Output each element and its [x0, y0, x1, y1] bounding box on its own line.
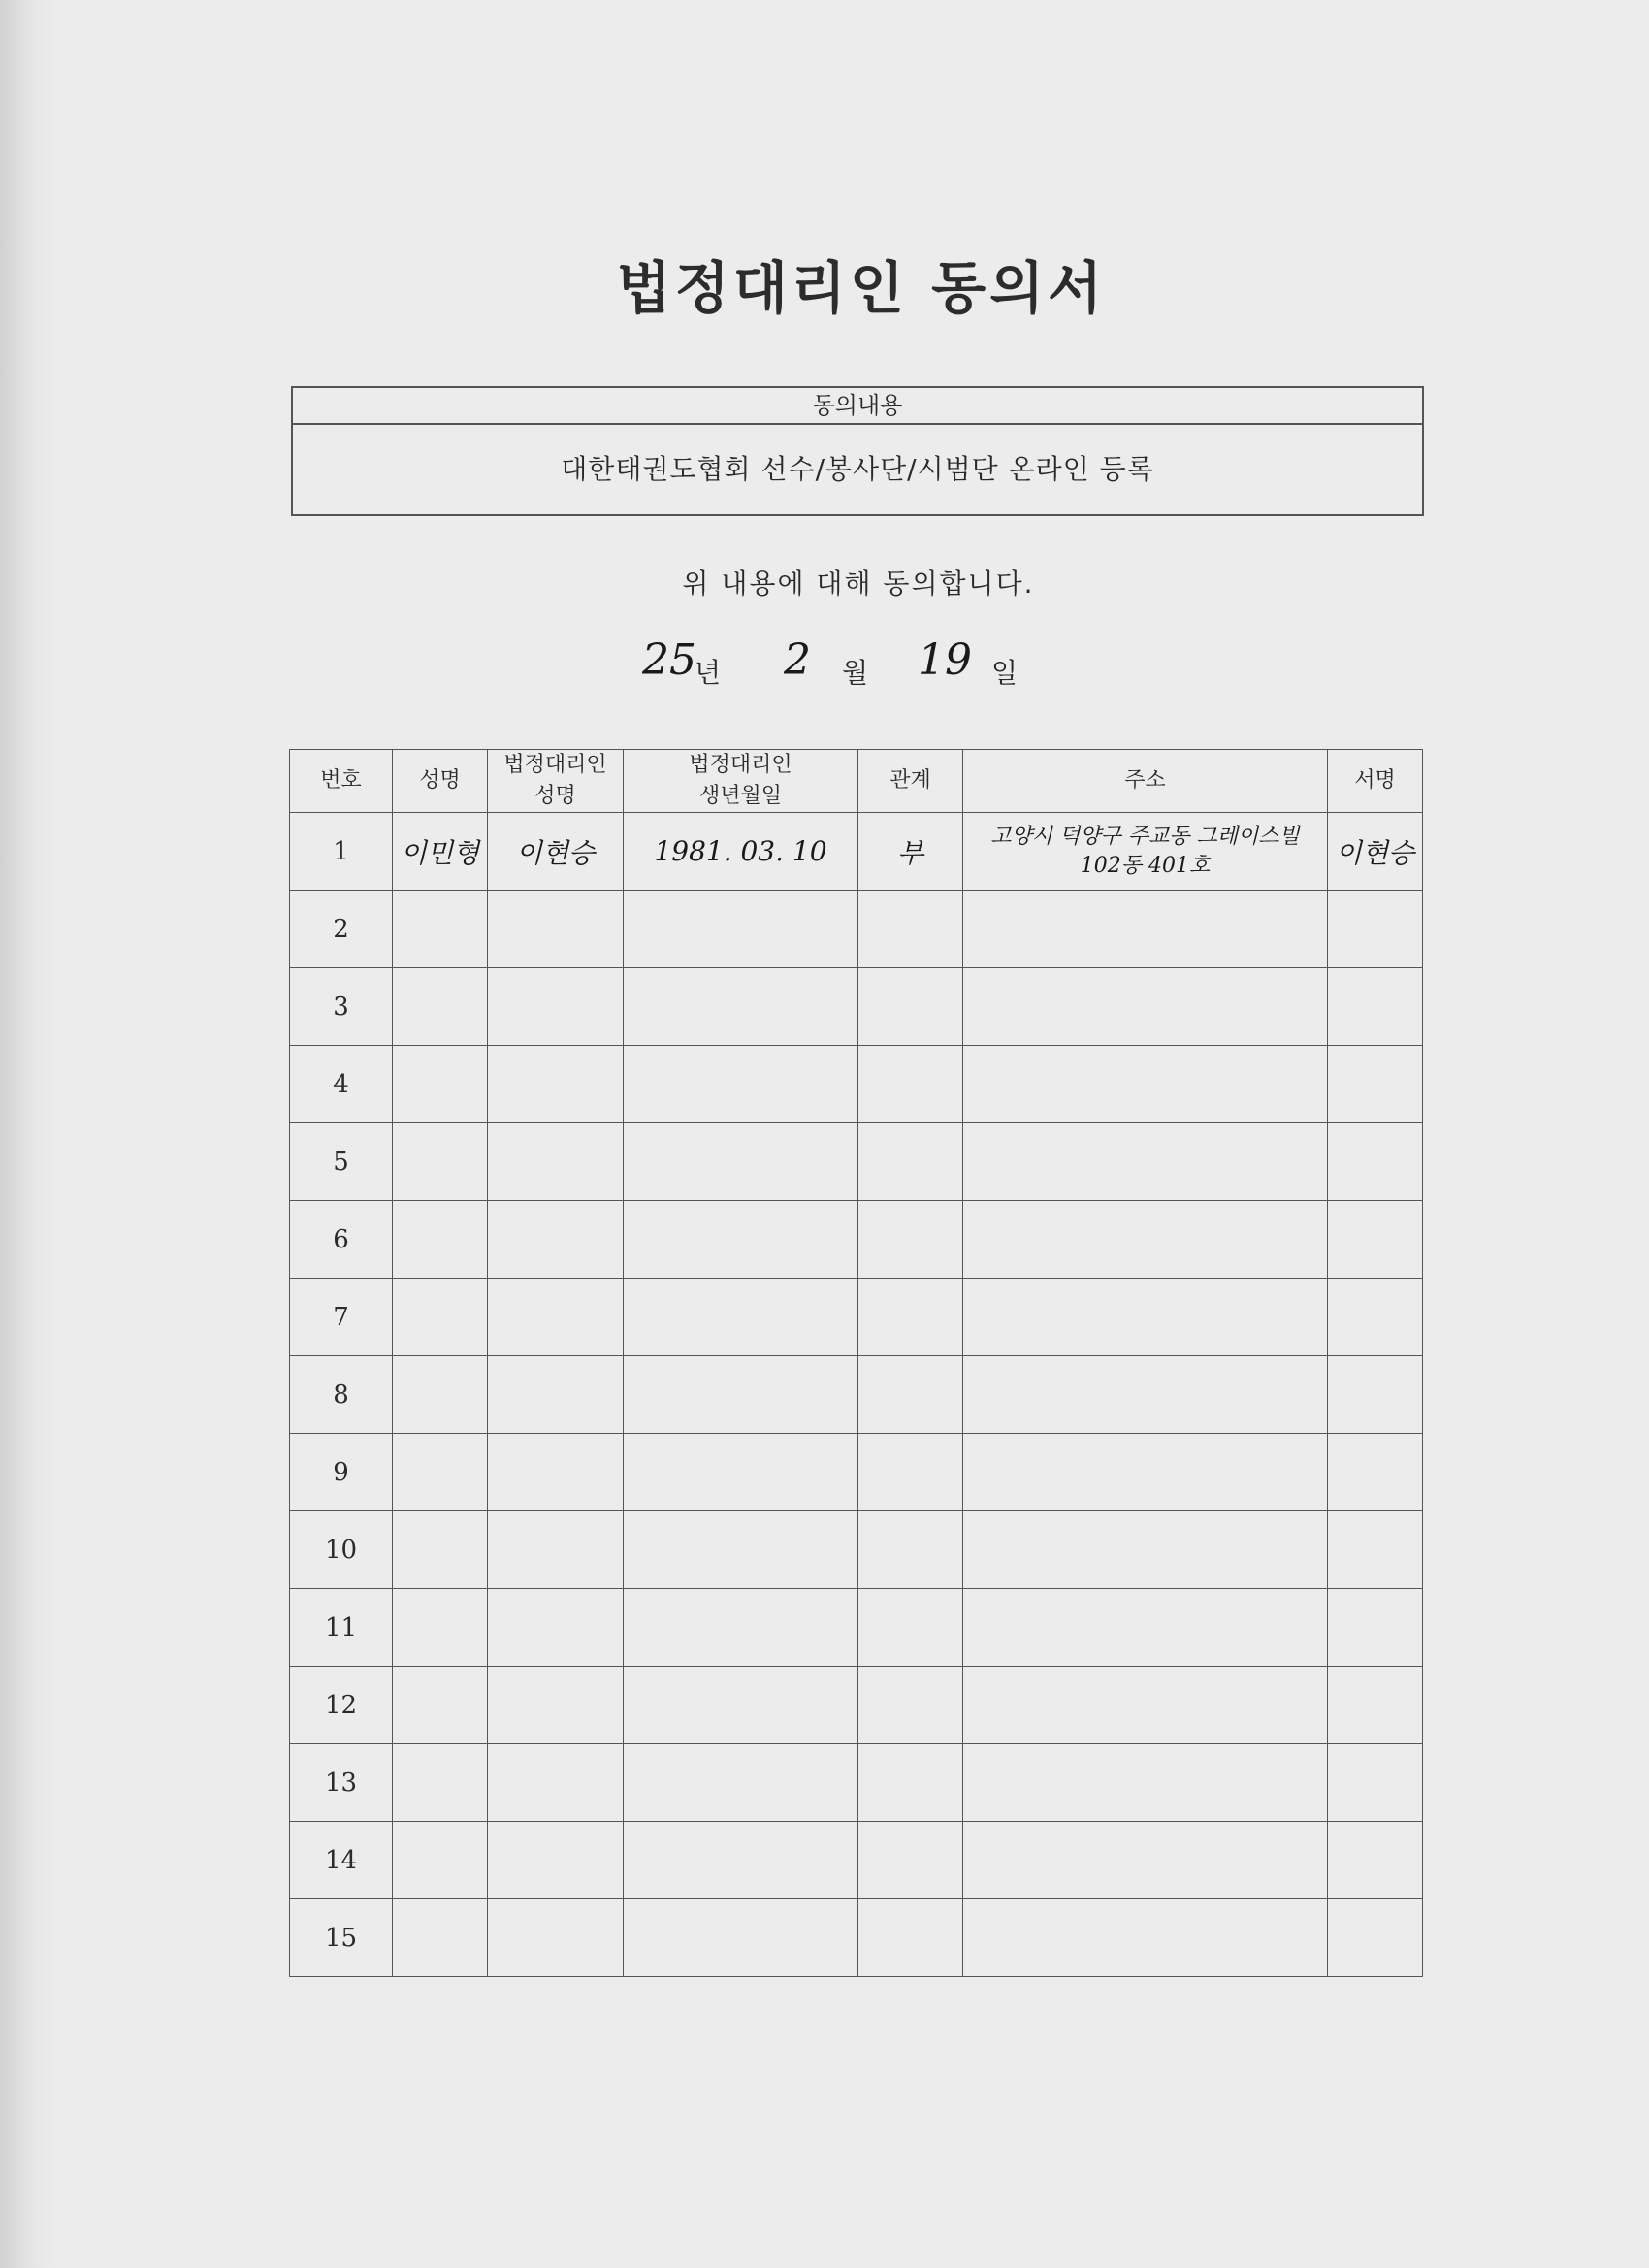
row-number: 15: [290, 1899, 393, 1977]
date-year-label: 년: [695, 657, 722, 689]
signature-cell[interactable]: [1328, 1434, 1423, 1511]
address-cell[interactable]: [963, 1822, 1328, 1899]
guardian-birth-cell[interactable]: [624, 1744, 858, 1822]
signature-cell[interactable]: [1328, 1279, 1423, 1356]
row-number: 5: [290, 1123, 393, 1201]
guardian-birth-cell[interactable]: [624, 1667, 858, 1744]
student-name-cell[interactable]: [393, 1667, 488, 1744]
guardian-birth-cell[interactable]: [624, 968, 858, 1046]
table-row: [290, 1201, 1423, 1279]
row-number: 3: [290, 968, 393, 1046]
header-address: 주소: [963, 750, 1328, 813]
address-line-1: 고양시 덕양구 주교동 그레이스빌: [990, 824, 1300, 849]
row-number: 13: [290, 1744, 393, 1822]
signature-cell[interactable]: [1328, 1511, 1423, 1589]
guardian-birth-cell[interactable]: [624, 1356, 858, 1434]
student-name-cell[interactable]: [393, 1589, 488, 1667]
address-cell[interactable]: [963, 1046, 1328, 1123]
row-number: 7: [290, 1279, 393, 1356]
signature-cell[interactable]: [1328, 1667, 1423, 1744]
student-name-cell[interactable]: [393, 1511, 488, 1589]
relation-cell[interactable]: [858, 968, 963, 1046]
header-name: 성명: [393, 750, 488, 813]
signature-cell[interactable]: [1328, 1123, 1423, 1201]
guardian-name-cell[interactable]: [488, 1123, 624, 1201]
signature-cell[interactable]: [1328, 1744, 1423, 1822]
row-number: 11: [290, 1589, 393, 1667]
student-name-cell[interactable]: [393, 968, 488, 1046]
guardian-birth-cell[interactable]: [624, 1434, 858, 1511]
table-row: [290, 1667, 1423, 1744]
guardian-name-cell[interactable]: [488, 1046, 624, 1123]
date-day-label: 일: [991, 657, 1018, 689]
signature-cell[interactable]: [1328, 1201, 1423, 1279]
student-name-cell[interactable]: [393, 1356, 488, 1434]
relation-cell[interactable]: [858, 1201, 963, 1279]
guardian-name-cell[interactable]: [488, 1899, 624, 1977]
date-month-value: 2: [784, 635, 811, 685]
header-guardian-birth: 법정대리인 생년월일: [624, 750, 858, 813]
guardian-name-cell[interactable]: [488, 1822, 624, 1899]
address-cell[interactable]: [963, 1589, 1328, 1667]
relation-cell[interactable]: [858, 1589, 963, 1667]
table-row: [290, 1822, 1423, 1899]
address-cell[interactable]: [963, 1279, 1328, 1356]
guardian-birth-cell[interactable]: [624, 1589, 858, 1667]
table-row: [290, 1744, 1423, 1822]
row-number: 1: [290, 813, 393, 891]
relation-cell[interactable]: [858, 891, 963, 968]
guardian-birth-cell[interactable]: [624, 1123, 858, 1201]
relation-cell[interactable]: [858, 1434, 963, 1511]
relation-cell[interactable]: [858, 1511, 963, 1589]
guardian-birth-cell[interactable]: [624, 1822, 858, 1899]
table-row: [290, 1434, 1423, 1511]
student-name-cell[interactable]: [393, 1279, 488, 1356]
row-number: 9: [290, 1434, 393, 1511]
table-row: [290, 1046, 1423, 1123]
guardian-name-cell[interactable]: [488, 968, 624, 1046]
address-cell[interactable]: [963, 1667, 1328, 1744]
signature-cell[interactable]: [1328, 891, 1423, 968]
agree-statement: 위 내용에 대해 동의합니다.: [682, 567, 1035, 599]
address-cell[interactable]: [963, 891, 1328, 968]
guardian-registry-table: [289, 749, 1423, 1977]
student-name-cell[interactable]: [393, 891, 488, 968]
relation-cell[interactable]: [858, 1667, 963, 1744]
table-row: [290, 1123, 1423, 1201]
guardian-name-cell[interactable]: [488, 1279, 624, 1356]
guardian-birth-cell[interactable]: [624, 1046, 858, 1123]
row-number: 12: [290, 1667, 393, 1744]
row-number: 8: [290, 1356, 393, 1434]
guardian-birth-cell[interactable]: [624, 1201, 858, 1279]
signature-cell[interactable]: 이현승: [1328, 813, 1423, 891]
signature-cell[interactable]: [1328, 968, 1423, 1046]
row-number: 2: [290, 891, 393, 968]
address-cell[interactable]: [963, 1201, 1328, 1279]
guardian-name-cell[interactable]: [488, 1589, 624, 1667]
guardian-birth-cell[interactable]: [624, 891, 858, 968]
table-row: [290, 1899, 1423, 1977]
scan-edge-shadow: [0, 0, 58, 2268]
student-name-cell[interactable]: [393, 1899, 488, 1977]
relation-cell[interactable]: [858, 1744, 963, 1822]
row-number: 10: [290, 1511, 393, 1589]
address-cell[interactable]: [963, 1434, 1328, 1511]
date-year-value: 25: [642, 635, 696, 685]
signature-cell[interactable]: [1328, 1046, 1423, 1123]
guardian-name-cell[interactable]: [488, 1744, 624, 1822]
address-cell[interactable]: [963, 1511, 1328, 1589]
student-name-cell[interactable]: [393, 1123, 488, 1201]
consent-content: 대한태권도협회 선수/봉사단/시범단 온라인 등록: [561, 453, 1154, 485]
page-title: 법정대리인 동의서: [616, 255, 1107, 321]
consent-header: 동의내용: [293, 388, 1422, 425]
date-month-label: 월: [842, 657, 869, 689]
address-cell[interactable]: [963, 1123, 1328, 1201]
address-cell[interactable]: [963, 813, 1328, 891]
guardian-birth-cell[interactable]: [624, 1511, 858, 1589]
student-name-cell[interactable]: [393, 1822, 488, 1899]
relation-cell[interactable]: [858, 1123, 963, 1201]
table-row: [290, 813, 1423, 891]
relation-cell[interactable]: [858, 1822, 963, 1899]
student-name-cell[interactable]: [393, 1744, 488, 1822]
header-guardian-name: 법정대리인 성명: [488, 750, 624, 813]
table-row: [290, 968, 1423, 1046]
guardian-name-cell[interactable]: [488, 1511, 624, 1589]
row-number: 14: [290, 1822, 393, 1899]
guardian-birth-cell[interactable]: 1981. 03. 10: [624, 813, 858, 891]
address-cell[interactable]: [963, 1356, 1328, 1434]
table-row: [290, 1511, 1423, 1589]
relation-cell[interactable]: [858, 1279, 963, 1356]
guardian-birth-cell[interactable]: [624, 1899, 858, 1977]
header-relation: 관계: [858, 750, 963, 813]
student-name-cell[interactable]: [393, 1046, 488, 1123]
address-line-2: 102동 401호: [1080, 853, 1211, 878]
row-number: 6: [290, 1201, 393, 1279]
address-cell[interactable]: [963, 968, 1328, 1046]
relation-cell[interactable]: [858, 1899, 963, 1977]
guardian-name-cell[interactable]: [488, 1356, 624, 1434]
table-header-row: [290, 750, 1423, 813]
guardian-name-cell[interactable]: [488, 1434, 624, 1511]
student-name-cell[interactable]: 이민형: [393, 813, 488, 891]
signature-cell[interactable]: [1328, 1589, 1423, 1667]
guardian-name-cell[interactable]: [488, 1201, 624, 1279]
student-name-cell[interactable]: [393, 1201, 488, 1279]
table-row: [290, 1279, 1423, 1356]
header-no: 번호: [290, 750, 393, 813]
signature-cell[interactable]: [1328, 1899, 1423, 1977]
header-signature: 서명: [1328, 750, 1423, 813]
consent-box: [291, 386, 1424, 516]
address-cell[interactable]: [963, 1899, 1328, 1977]
guardian-birth-cell[interactable]: [624, 1279, 858, 1356]
table-row: [290, 1356, 1423, 1434]
address-cell[interactable]: [963, 1744, 1328, 1822]
relation-cell[interactable]: [858, 1046, 963, 1123]
relation-cell[interactable]: 부: [858, 813, 963, 891]
table-row: [290, 891, 1423, 968]
guardian-name-cell[interactable]: [488, 891, 624, 968]
date-day-value: 19: [918, 635, 972, 685]
guardian-name-cell[interactable]: 이현승: [488, 813, 624, 891]
signature-cell[interactable]: [1328, 1356, 1423, 1434]
table-row: [290, 1589, 1423, 1667]
signature-cell[interactable]: [1328, 1822, 1423, 1899]
relation-cell[interactable]: [858, 1356, 963, 1434]
student-name-cell[interactable]: [393, 1434, 488, 1511]
row-number: 4: [290, 1046, 393, 1123]
guardian-name-cell[interactable]: [488, 1667, 624, 1744]
